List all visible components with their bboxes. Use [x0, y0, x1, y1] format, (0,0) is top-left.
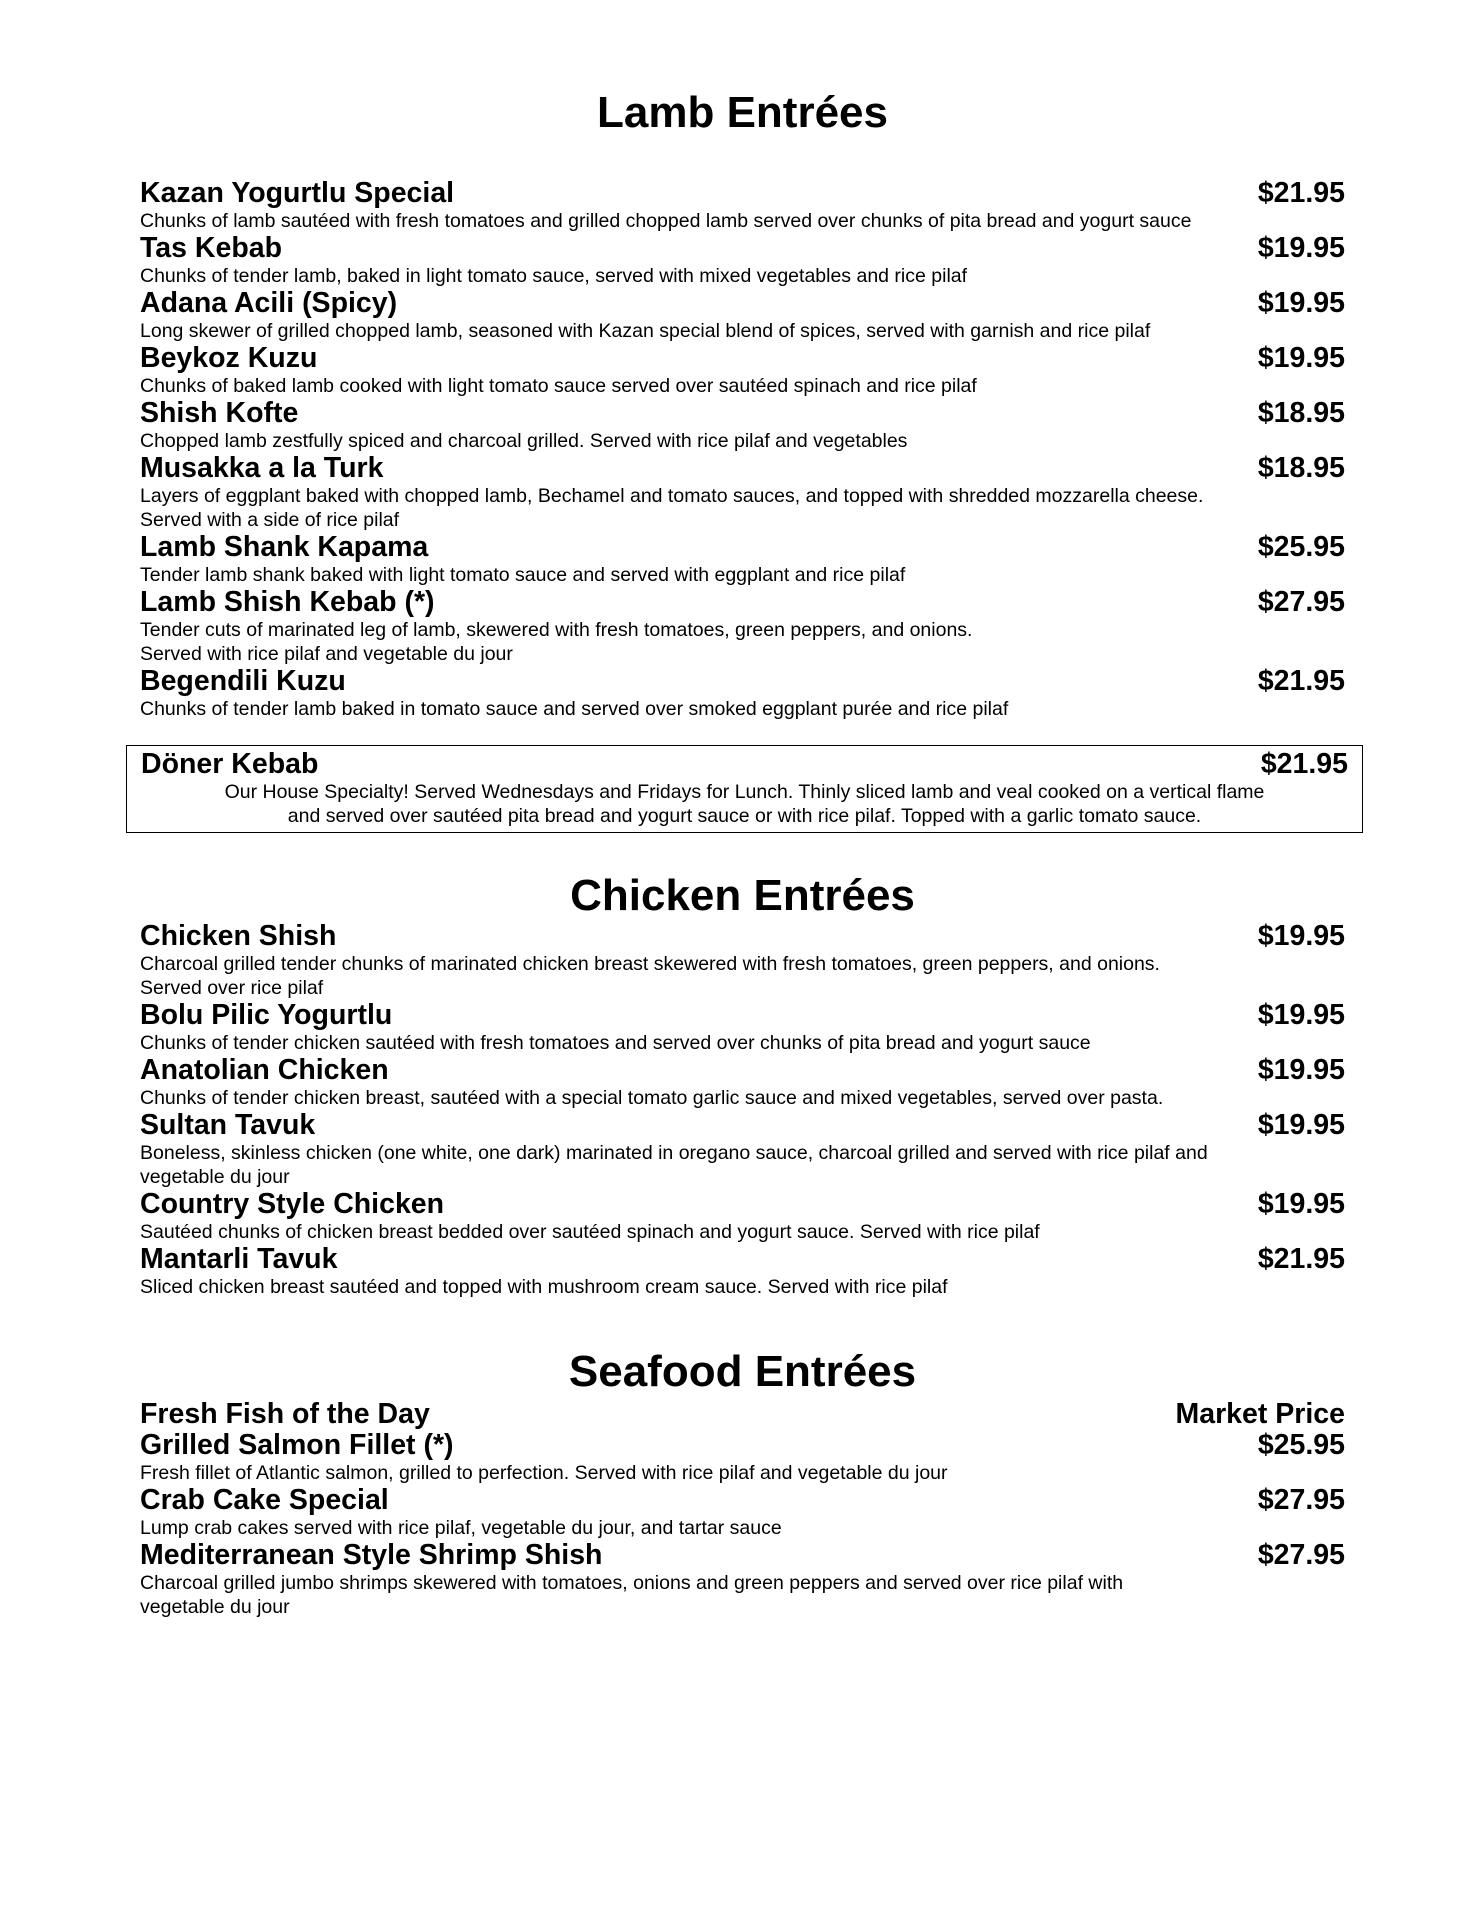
chicken-list	[140, 921, 1345, 1299]
item-name: Musakka a la Turk	[140, 452, 384, 484]
section-title-chicken: Chicken Entrées	[570, 871, 915, 920]
menu-item	[140, 1055, 1345, 1110]
special-price: $21.95	[1260, 748, 1348, 780]
menu-item	[140, 532, 1345, 587]
item-name: Adana Acili (Spicy)	[140, 287, 398, 319]
menu-item	[140, 1189, 1345, 1244]
item-name: Begendili Kuzu	[140, 665, 346, 697]
item-name: Grilled Salmon Fillet (*)	[140, 1429, 454, 1461]
item-price: $19.95	[1257, 287, 1345, 319]
item-name: Lamb Shank Kapama	[140, 531, 429, 563]
item-price: $19.95	[1257, 999, 1345, 1031]
item-price: $21.95	[1257, 177, 1345, 209]
menu-item	[140, 288, 1345, 343]
item-description: Sautéed chunks of chicken breast bedded over sautéed spinach and yogurt sauce. Served with rice pilaf	[140, 1221, 1040, 1243]
item-description: Chunks of baked lamb cooked with light tomato sauce served over sautéed spinach and rice pilaf	[140, 375, 977, 397]
item-name: Fresh Fish of the Day	[140, 1398, 430, 1430]
item-description: Chunks of tender chicken breast, sautéed with a special tomato garlic sauce and mixed vegetables, served over pasta.	[140, 1087, 1164, 1109]
menu-item	[140, 1540, 1345, 1619]
item-description: Chunks of tender chicken sautéed with fresh tomatoes and served over chunks of pita bread and yogurt sauce	[140, 1032, 1091, 1054]
item-price: $27.95	[1257, 1539, 1345, 1571]
item-name: Kazan Yogurtlu Special	[140, 177, 455, 209]
item-name: Bolu Pilic Yogurtlu	[140, 999, 393, 1031]
item-price: $19.95	[1257, 1054, 1345, 1086]
item-description: Boneless, skinless chicken (one white, one dark) marinated in oregano sauce, charcoal grilled and served with rice pilaf and vegetable du jour	[140, 1142, 1208, 1188]
item-name: Anatolian Chicken	[140, 1054, 389, 1086]
menu-item	[140, 587, 1345, 666]
special-description: Our House Specialty! Served Wednesdays and Fridays for Lunch. Thinly sliced lamb and veal cooked on a vertical flame and served over sautéed pita bread and yogurt sauce or with rice pilaf. Topped with a garlic tomato sauce.	[224, 781, 1265, 827]
item-price: $19.95	[1257, 1188, 1345, 1220]
menu-item	[140, 1399, 1345, 1430]
item-description: Charcoal grilled tender chunks of marinated chicken breast skewered with fresh tomatoes, green peppers, and onions. Served over rice pilaf	[140, 953, 1160, 999]
menu-item	[140, 233, 1345, 288]
menu-item	[140, 453, 1345, 532]
item-price: $27.95	[1257, 1484, 1345, 1516]
item-description: Charcoal grilled jumbo shrimps skewered with tomatoes, onions and green peppers and served over rice pilaf with vegetable du jour	[140, 1572, 1124, 1618]
item-description: Fresh fillet of Atlantic salmon, grilled to perfection. Served with rice pilaf and vegetable du jour	[140, 1462, 948, 1484]
item-name: Mantarli Tavuk	[140, 1243, 338, 1275]
item-description: Tender lamb shank baked with light tomato sauce and served with eggplant and rice pilaf	[140, 564, 906, 586]
item-price: $18.95	[1257, 452, 1345, 484]
item-price: Market Price	[1175, 1398, 1345, 1430]
item-price: $21.95	[1257, 665, 1345, 697]
item-description: Layers of eggplant baked with chopped lamb, Bechamel and tomato sauces, and topped with shredded mozzarella cheese. Served with a side of rice pilaf	[140, 485, 1204, 531]
item-price: $19.95	[1257, 232, 1345, 264]
item-price: $19.95	[1257, 1109, 1345, 1141]
menu-item	[140, 343, 1345, 398]
item-description: Chunks of lamb sautéed with fresh tomatoes and grilled chopped lamb served over chunks of pita bread and yogurt sauce	[140, 210, 1192, 232]
menu-item	[140, 921, 1345, 1000]
item-description: Chopped lamb zestfully spiced and charcoal grilled. Served with rice pilaf and vegetables	[140, 430, 908, 452]
section-title-lamb: Lamb Entrées	[597, 88, 888, 137]
house-special-wrap	[140, 745, 1348, 833]
item-name: Chicken Shish	[140, 920, 337, 952]
special-name: Döner Kebab	[141, 748, 319, 780]
section-title-seafood: Seafood Entrées	[568, 1347, 917, 1396]
menu-page	[140, 80, 1348, 1619]
menu-item	[140, 178, 1345, 233]
menu-item	[140, 1485, 1345, 1540]
item-price: $25.95	[1257, 531, 1345, 563]
item-description: Tender cuts of marinated leg of lamb, skewered with fresh tomatoes, green peppers, and onions. Served with rice pilaf and vegetable du jour	[140, 619, 973, 665]
item-name: Mediterranean Style Shrimp Shish	[140, 1539, 603, 1571]
menu-item	[140, 1110, 1345, 1189]
item-description: Chunks of tender lamb baked in tomato sauce and served over smoked eggplant purée and rice pilaf	[140, 698, 1009, 720]
item-price: $21.95	[1257, 1243, 1345, 1275]
item-name: Sultan Tavuk	[140, 1109, 316, 1141]
item-name: Shish Kofte	[140, 397, 299, 429]
item-description: Sliced chicken breast sautéed and topped with mushroom cream sauce. Served with rice pilaf	[140, 1276, 948, 1298]
item-description: Lump crab cakes served with rice pilaf, vegetable du jour, and tartar sauce	[140, 1517, 782, 1539]
house-special-box	[126, 745, 1363, 833]
menu-item	[140, 666, 1345, 721]
seafood-list	[140, 1399, 1345, 1619]
menu-item	[140, 1430, 1345, 1485]
item-name: Crab Cake Special	[140, 1484, 389, 1516]
menu-item	[140, 1000, 1345, 1055]
item-description: Chunks of tender lamb, baked in light tomato sauce, served with mixed vegetables and rice pilaf	[140, 265, 968, 287]
item-price: $18.95	[1257, 397, 1345, 429]
menu-item	[140, 398, 1345, 453]
item-name: Beykoz Kuzu	[140, 342, 318, 374]
menu-item	[140, 1244, 1345, 1299]
item-description: Long skewer of grilled chopped lamb, seasoned with Kazan special blend of spices, served with garnish and rice pilaf	[140, 320, 1151, 342]
item-name: Lamb Shish Kebab (*)	[140, 586, 435, 618]
item-name: Tas Kebab	[140, 232, 283, 264]
item-price: $27.95	[1257, 586, 1345, 618]
item-name: Country Style Chicken	[140, 1188, 445, 1220]
item-price: $19.95	[1257, 342, 1345, 374]
item-price: $25.95	[1257, 1429, 1345, 1461]
item-price: $19.95	[1257, 920, 1345, 952]
lamb-list	[140, 178, 1345, 721]
